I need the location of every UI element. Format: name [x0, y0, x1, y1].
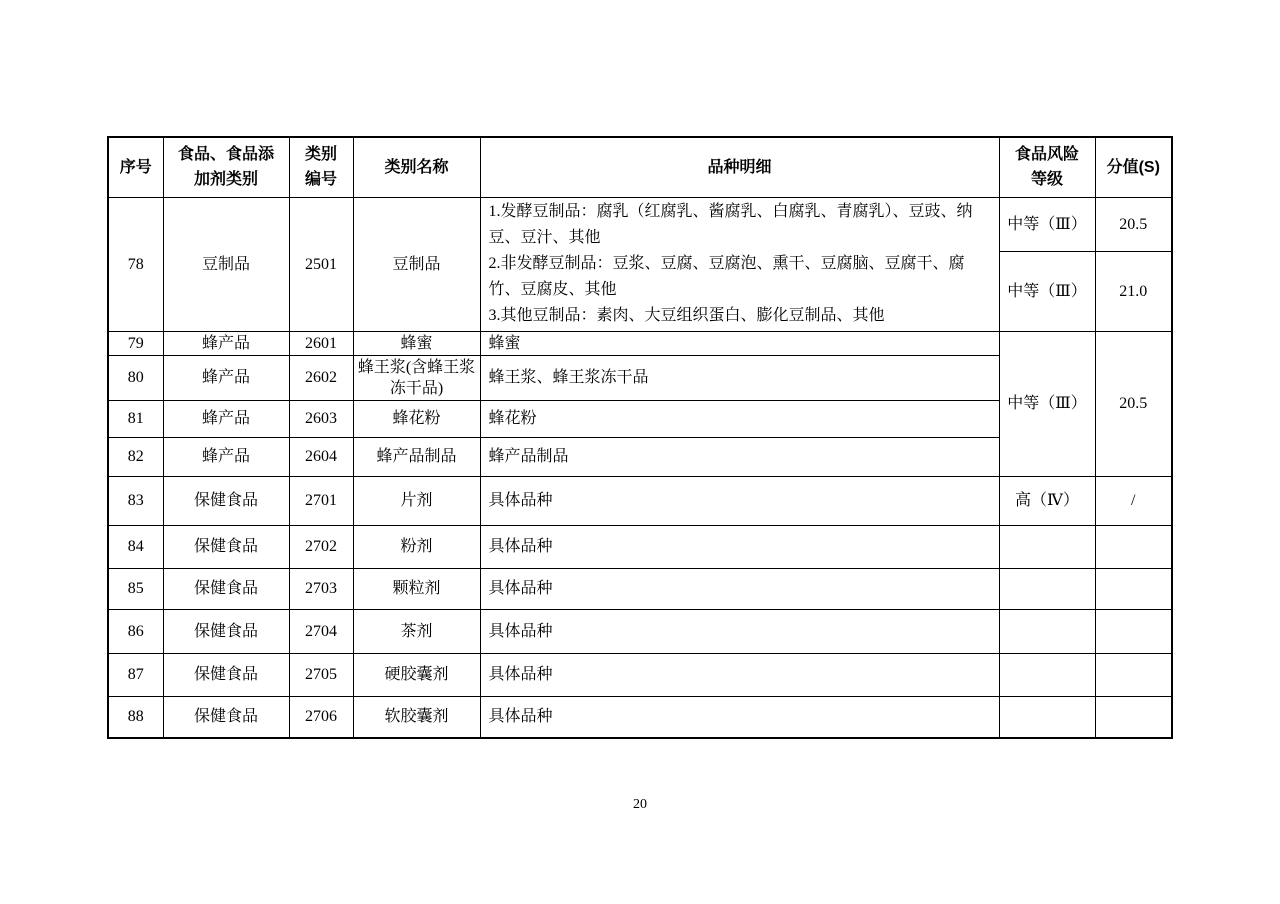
cell-code: 2501	[289, 197, 353, 331]
cell-score	[1095, 568, 1172, 609]
cell-category: 蜂产品	[163, 331, 289, 355]
food-risk-table	[107, 136, 1173, 739]
cell-no: 86	[108, 609, 163, 653]
col-header-no: 序号	[108, 137, 163, 197]
table-row	[108, 696, 1172, 738]
table-row	[108, 568, 1172, 609]
cell-code: 2604	[289, 437, 353, 476]
cell-risk-level	[999, 609, 1095, 653]
col-header-score: 分值(S)	[1095, 137, 1172, 197]
cell-category: 保健食品	[163, 653, 289, 696]
cell-code: 2704	[289, 609, 353, 653]
table-row	[108, 197, 1172, 251]
cell-category: 豆制品	[163, 197, 289, 331]
col-header-code: 类别编号	[289, 137, 353, 197]
cell-name: 蜂王浆(含蜂王浆冻干品)	[353, 355, 480, 400]
cell-name: 颗粒剂	[353, 568, 480, 609]
cell-risk-level	[999, 568, 1095, 609]
cell-risk-level: 高（Ⅳ）	[999, 476, 1095, 525]
col-header-name: 类别名称	[353, 137, 480, 197]
page-number: 20	[633, 797, 647, 812]
cell-code: 2703	[289, 568, 353, 609]
cell-name: 茶剂	[353, 609, 480, 653]
cell-no: 85	[108, 568, 163, 609]
cell-no: 87	[108, 653, 163, 696]
cell-risk-level	[999, 696, 1095, 738]
col-header-category: 食品、食品添加剂类别	[163, 137, 289, 197]
cell-detail	[480, 197, 999, 331]
cell-code: 2706	[289, 696, 353, 738]
col-header-risk: 食品风险等级	[999, 137, 1095, 197]
cell-detail: 具体品种	[480, 653, 999, 696]
cell-detail: 蜂王浆、蜂王浆冻干品	[480, 355, 999, 400]
cell-no: 83	[108, 476, 163, 525]
cell-no: 79	[108, 331, 163, 355]
cell-category: 保健食品	[163, 609, 289, 653]
cell-category: 保健食品	[163, 568, 289, 609]
cell-name: 软胶囊剂	[353, 696, 480, 738]
cell-detail: 具体品种	[480, 525, 999, 568]
cell-no: 81	[108, 400, 163, 437]
cell-name: 豆制品	[353, 197, 480, 331]
cell-name: 片剂	[353, 476, 480, 525]
cell-code: 2601	[289, 331, 353, 355]
cell-score: 21.0	[1095, 251, 1172, 331]
cell-category: 保健食品	[163, 525, 289, 568]
cell-score: /	[1095, 476, 1172, 525]
cell-score	[1095, 609, 1172, 653]
cell-no: 82	[108, 437, 163, 476]
cell-score: 20.5	[1095, 197, 1172, 251]
cell-detail: 具体品种	[480, 696, 999, 738]
table-row	[108, 609, 1172, 653]
cell-detail: 具体品种	[480, 476, 999, 525]
cell-name: 蜂花粉	[353, 400, 480, 437]
cell-no: 88	[108, 696, 163, 738]
cell-category: 保健食品	[163, 476, 289, 525]
cell-risk-level	[999, 525, 1095, 568]
cell-no: 80	[108, 355, 163, 400]
cell-risk-level	[999, 653, 1095, 696]
cell-detail: 蜂产品制品	[480, 437, 999, 476]
cell-score	[1095, 653, 1172, 696]
cell-category: 保健食品	[163, 696, 289, 738]
cell-score	[1095, 696, 1172, 738]
detail-item: 2.非发酵豆制品：豆浆、豆腐、豆腐泡、熏干、豆腐脑、豆腐干、腐竹、豆腐皮、其他	[488, 255, 965, 298]
table-row	[108, 331, 1172, 355]
cell-no: 84	[108, 525, 163, 568]
col-header-detail: 品种明细	[480, 137, 999, 197]
table-header-row	[108, 137, 1172, 197]
cell-detail: 蜂花粉	[480, 400, 999, 437]
table-row	[108, 653, 1172, 696]
cell-name: 蜂产品制品	[353, 437, 480, 476]
detail-item: 1.发酵豆制品：腐乳（红腐乳、酱腐乳、白腐乳、青腐乳）、豆豉、纳豆、豆汁、其他	[488, 203, 973, 246]
cell-name: 粉剂	[353, 525, 480, 568]
cell-risk-level: 中等（Ⅲ）	[999, 197, 1095, 251]
cell-name: 蜂蜜	[353, 331, 480, 355]
cell-category: 蜂产品	[163, 400, 289, 437]
cell-code: 2702	[289, 525, 353, 568]
cell-detail: 具体品种	[480, 568, 999, 609]
cell-code: 2701	[289, 476, 353, 525]
cell-category: 蜂产品	[163, 437, 289, 476]
table-row	[108, 476, 1172, 525]
cell-score	[1095, 525, 1172, 568]
cell-name: 硬胶囊剂	[353, 653, 480, 696]
cell-code: 2705	[289, 653, 353, 696]
cell-no: 78	[108, 197, 163, 331]
cell-score: 20.5	[1095, 331, 1172, 476]
cell-detail: 蜂蜜	[480, 331, 999, 355]
table-row	[108, 525, 1172, 568]
cell-code: 2602	[289, 355, 353, 400]
cell-category: 蜂产品	[163, 355, 289, 400]
cell-detail: 具体品种	[480, 609, 999, 653]
cell-code: 2603	[289, 400, 353, 437]
detail-item: 3.其他豆制品：素肉、大豆组织蛋白、膨化豆制品、其他	[488, 307, 885, 324]
cell-risk-level: 中等（Ⅲ）	[999, 251, 1095, 331]
cell-risk-level: 中等（Ⅲ）	[999, 331, 1095, 476]
